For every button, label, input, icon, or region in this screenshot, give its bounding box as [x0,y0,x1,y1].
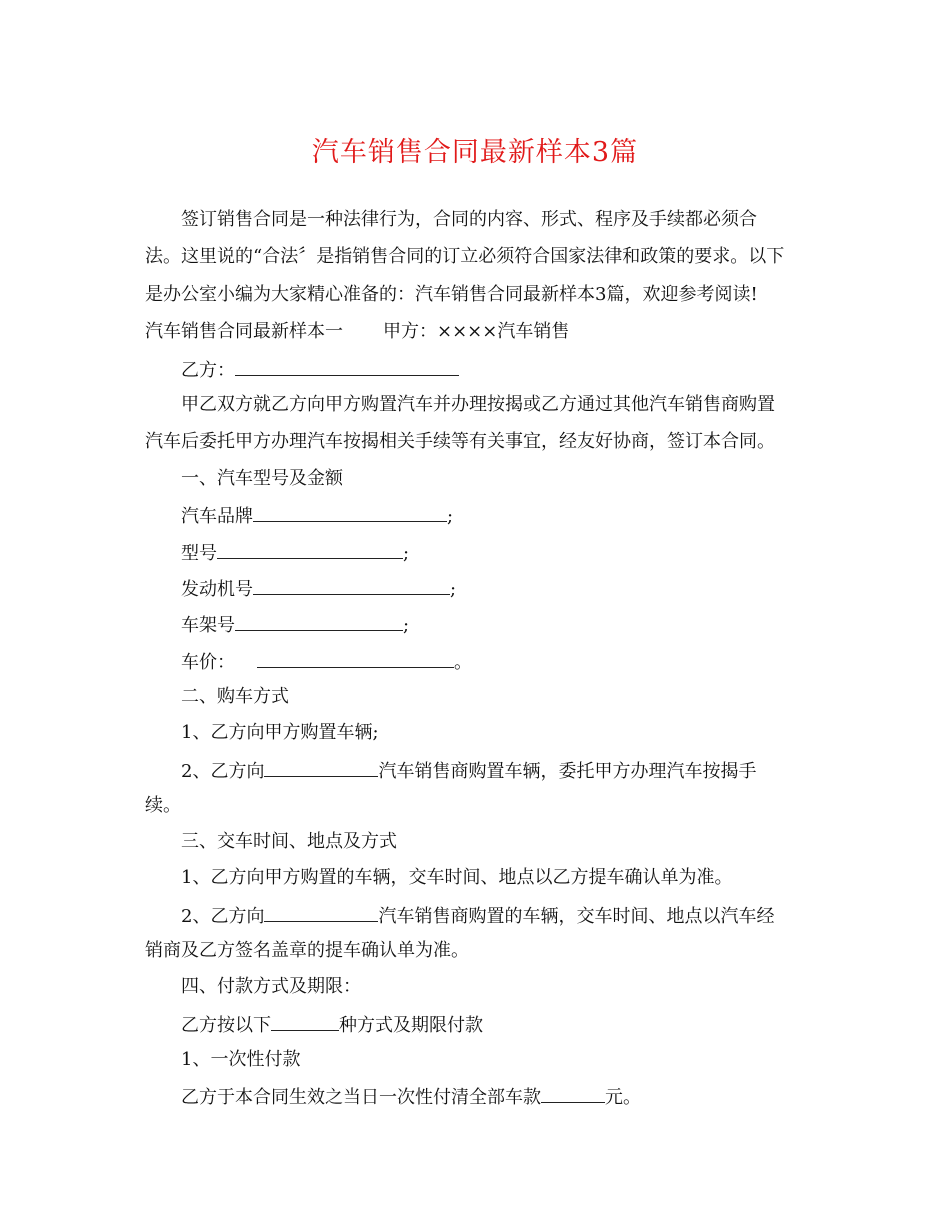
model-semicolon: ; [403,543,410,564]
section3-item-2-start: 2、乙方向 [181,906,265,927]
party-b-label: 乙方： [181,360,235,381]
intro-line-1: 签订销售合同是一种法律行为，合同的内容、形式、程序及手续都必须合 [181,209,757,230]
section3-item-1: 1、乙方向甲方购置的车辆，交车时间、地点以乙方提车确认单为准。 [181,867,733,888]
lump-sum-row [181,1084,641,1110]
section3-item-2 [181,903,774,929]
intro-line-3: 是办公室小编为大家精心准备的：汽车销售合同最新样本3篇，欢迎参考阅读! [145,284,758,305]
sample-heading-row [145,320,569,344]
section3-item-2-end: 汽车销售商购置的车辆，交车时间、地点以汽车经 [378,906,775,927]
brand-blank [253,503,447,522]
preamble-line-1: 甲乙双方就乙方向甲方购置汽车并办理按揭或乙方通过其他汽车销售商购置 [181,394,775,415]
payment-method-row [181,1012,483,1038]
lump-sum-start: 乙方于本合同生效之当日一次性付清全部车款 [181,1087,541,1108]
section3-heading: 三、交车时间、地点及方式 [181,831,397,852]
section2-item-2-end: 汽车销售商购置车辆，委托甲方办理汽车按揭手 [378,761,757,782]
payment-method-end: 种方式及期限付款 [339,1015,483,1036]
preamble-line-2: 汽车后委托甲方办理汽车按揭相关手续等有关事宜，经友好协商，签订本合同。 [145,431,775,452]
section2-item-1: 1、乙方向甲方购置车辆; [181,722,379,743]
model-label: 型号 [181,543,217,564]
section2-item-2 [181,758,756,784]
section1-heading: 一、汽车型号及金额 [181,468,343,489]
section2-heading: 二、购车方式 [181,686,289,707]
intro-line-2: 法。这里说的“合法〞是指销售合同的订立必须符合国家法律和政策的要求。以下 [145,246,785,267]
section2-dealer-blank [264,758,378,777]
payment-method-start: 乙方按以下 [181,1015,271,1036]
party-b-blank [235,357,459,376]
model-blank [217,540,403,559]
frame-blank [235,612,403,631]
section4-heading: 四、付款方式及期限： [181,976,361,997]
section2-item-2-cont: 续。 [145,795,181,816]
payment-method-blank [271,1012,339,1031]
price-row [181,649,472,675]
price-period: 。 [454,652,472,673]
document-title: 汽车销售合同最新样本3篇 [311,137,639,168]
lump-sum-blank [541,1084,605,1103]
engine-semicolon: ; [450,579,457,600]
brand-row [181,503,453,529]
brand-label: 汽车品牌 [181,506,253,527]
frame-label: 车架号 [181,615,235,636]
price-label: 车价： [181,652,235,673]
lump-sum-end: 元。 [605,1087,641,1108]
price-blank [257,649,454,668]
engine-label: 发动机号 [181,579,253,600]
frame-semicolon: ; [403,615,410,636]
sample-heading: 汽车销售合同最新样本一 [145,321,343,342]
party-a: 甲方：××××汽车销售 [383,321,570,342]
section2-item-2-start: 2、乙方向 [181,761,265,782]
section3-dealer-blank [264,903,378,922]
brand-semicolon: ; [447,506,454,527]
section3-item-2-cont: 销商及乙方签名盖章的提车确认单为准。 [145,940,469,961]
section4-item-1: 1、一次性付款 [181,1049,301,1070]
party-b-row [181,357,459,383]
frame-row [181,612,409,638]
engine-blank [253,576,450,595]
engine-row [181,576,456,602]
model-row [181,540,409,566]
